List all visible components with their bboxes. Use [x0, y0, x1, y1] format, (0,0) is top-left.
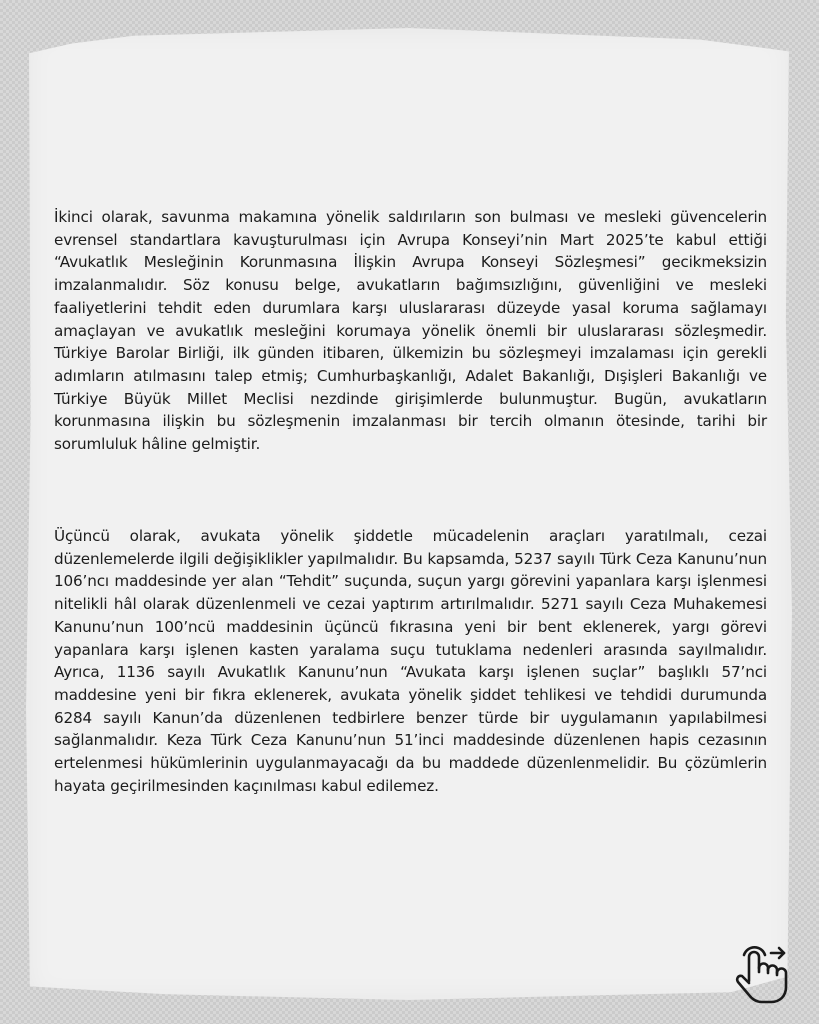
paper-sheet	[26, 28, 792, 1000]
paragraph-second-point: İkinci olarak, savunma makamına yönelik saldırıların son bulması ve mesleki güvencelerin evrensel standartlara kavuşturulması için Avrupa Konseyi’nin Mart 2025’te kabul ettiği “Avukatlık Mesleğinin Korunmasına İlişkin Avrupa Konseyi Sözleşmesi” gecikmeksizin imzalanmalıdır. Söz konusu belge, avukatların bağımsızlığını, güvenliğini ve mesleki faaliyetlerini tehdit eden durumlara karşı uluslararası düzeyde yasal koruma sağlamayı amaçlayan ve avukatlık mesleğini korumaya yönelik önemli bir uluslararası sözleşmedir. Türkiye Barolar Birliği, ilk günden itibaren, ülkemizin bu sözleşmeyi imzalaması için gerekli adımların atılmasını talep etmiş; Cumhurbaşkanlığı, Adalet Bakanlığı, Dışişleri Bakanlığı ve Türkiye Büyük Millet Meclisi nezdinde girişimlerde bulunmuştur. Bugün, avukatların korunmasına ilişkin bu sözleşmenin imzalanması bir tercih olmanın ötesinde, tarihi bir sorumluluk hâline gelmiştir.	[54, 208, 767, 454]
paragraph-third-point: Üçüncü olarak, avukata yönelik şiddetle mücadelenin araçları yaratılmalı, cezai düzenlemelerde ilgili değişiklikler yapılmalıdır. Bu kapsamda, 5237 sayılı Türk Ceza Kanunu’nun 106’ncı maddesinde yer alan “Tehdit” suçunda, suçun yargı görevini yapanlara karşı işlenmesi nitelikli hâl olarak düzenlenmeli ve cezai yaptırım artırılmalıdır. 5271 sayılı Ceza Muhakemesi Kanunu’nun 100’ncü maddesinin üçüncü fıkrasına yeni bir bent eklenerek, yargı görevi yapanlara karşı işlenen kasten yaralama suçu tutuklama nedenleri arasında sayılmalıdır. Ayrıca, 1136 sayılı Avukatlık Kanunu’nun “Avukata karşı işlenen suçlar” başlıklı 57’nci maddesine yeni bir fıkra eklenerek, avukata yönelik şiddet tehlikesi ve tehdidi durumunda 6284 sayılı Kanun’da düzenlenen tedbirlere benzer türde bir uygulamanın yapılabilmesi sağlanmalıdır. Keza Türk Ceza Kanunu’nun 51’inci maddesinde düzenlenen hapis cezasının ertelenmesi hükümlerinin uygulanmayacağı da bu maddede düzenlenmelidir. Bu çözümlerin hayata geçirilmesinden kaçınılması kabul edilemez.	[54, 527, 767, 795]
hand-swipe-right-icon	[730, 940, 788, 1006]
swipe-indicator[interactable]	[730, 940, 788, 1006]
